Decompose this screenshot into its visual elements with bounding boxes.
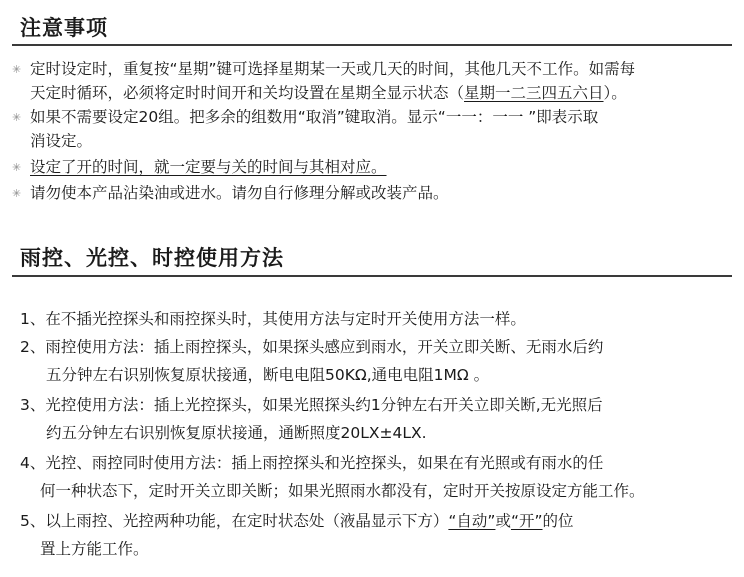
note-item-2-line-1 bbox=[12, 106, 598, 129]
usage-underlined-text: “自动” bbox=[448, 512, 496, 530]
usage-text: 5、以上雨控、光控两种功能，在定时状态处（液晶显示下方） bbox=[20, 512, 449, 530]
usage-text: 的位 bbox=[542, 512, 574, 530]
note-text: 请勿使本产品沾染油或进水。请勿自行修理分解或改装产品。 bbox=[30, 184, 449, 202]
usage-item-4-line-2: 何一种状态下，定时开关立即关断；如果光照雨水都没有，定时开关按原设定方能工作。 bbox=[40, 482, 645, 500]
usage-item-4-line-1: 4、光控、雨控同时使用方法：插上雨控探头和光控探头，如果在有光照或有雨水的任 bbox=[20, 454, 604, 472]
usage-item-2-line-1: 2、雨控使用方法：插上雨控探头，如果探头感应到雨水，开关立即关断、无雨水后约 bbox=[20, 338, 604, 356]
note-item-4-line-1 bbox=[12, 182, 449, 205]
usage-text: 或 bbox=[495, 512, 511, 530]
note-text: 天定时循环，必须将定时时间开和关均设置在星期全显示状态（ bbox=[30, 84, 465, 102]
notes-section-divider bbox=[12, 44, 732, 46]
note-text: 定时设定时，重复按“星期”键可选择星期某一天或几天的时间，其他几天不工作。如需每 bbox=[30, 60, 636, 78]
usage-item-3-line-1: 3、光控使用方法：插上光控探头，如果光照探头约1分钟左右开关立即关断,无光照后 bbox=[20, 396, 603, 414]
note-text: ）。 bbox=[603, 84, 627, 102]
usage-item-5-line-2: 置上方能工作。 bbox=[40, 540, 149, 558]
asterisk-bullet-icon: ✳ bbox=[12, 161, 22, 174]
usage-item-1-line-1: 1、在不插光控探头和雨控探头时，其使用方法与定时开关使用方法一样。 bbox=[20, 310, 526, 328]
usage-underlined-text: “开” bbox=[510, 512, 543, 530]
note-item-1-line-2 bbox=[30, 82, 627, 104]
note-text: 如果不需要设定20组。把多余的组数用“取消”键取消。显示“一一：一一 ”即表示取 bbox=[30, 108, 599, 126]
usage-item-3-line-2: 约五分钟左右识别恢复原状接通，通断照度20LX±4LX. bbox=[46, 424, 427, 442]
note-text: 消设定。 bbox=[30, 132, 93, 150]
usage-section-title: 雨控、光控、时控使用方法 bbox=[20, 246, 284, 270]
asterisk-bullet-icon: ✳ bbox=[12, 63, 22, 76]
note-underlined-text: 设定了开的时间，就一定要与关的时间与其相对应。 bbox=[30, 158, 387, 176]
note-underlined-text: 星期一二三四五六日 bbox=[464, 84, 604, 102]
note-item-1-line-1 bbox=[12, 58, 635, 81]
notes-section-title: 注意事项 bbox=[20, 16, 108, 40]
asterisk-bullet-icon: ✳ bbox=[12, 187, 22, 200]
asterisk-bullet-icon: ✳ bbox=[12, 111, 22, 124]
usage-section-divider bbox=[12, 275, 732, 277]
usage-item-5-line-1 bbox=[20, 510, 574, 532]
note-item-2-line-2 bbox=[30, 130, 92, 152]
note-item-3-line-1 bbox=[12, 156, 387, 179]
usage-item-2-line-2: 五分钟左右识别恢复原状接通，断电电阻50KΩ,通电电阻1MΩ 。 bbox=[46, 366, 490, 384]
